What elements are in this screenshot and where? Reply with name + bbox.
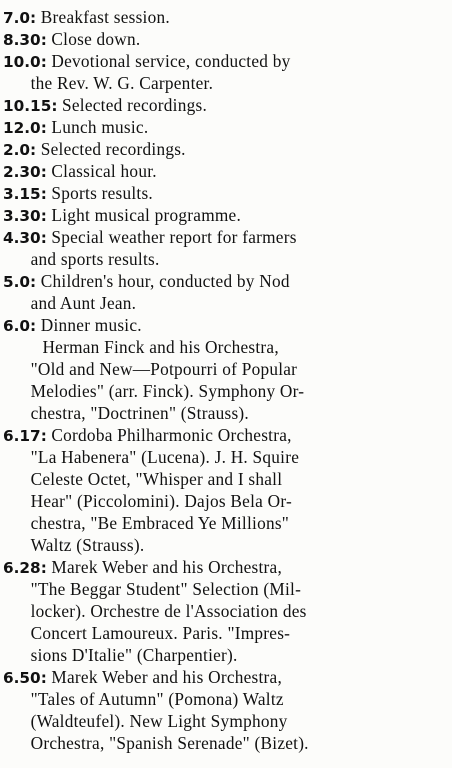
entry-text: chestra, "Doctrinen" (Strauss).: [30, 403, 250, 423]
entry-text: Children's hour, conducted by Nod: [40, 271, 290, 291]
programme-entry: [0, 94, 452, 116]
entry-time: 2.0:: [2, 141, 37, 159]
entry-text: the Rev. W. G. Carpenter.: [30, 73, 214, 93]
entry-time: 6.17:: [2, 427, 47, 445]
entry-text: Devotional service, conducted by: [51, 51, 291, 71]
entry-text: "Old and New—Potpourri of Popular: [30, 359, 298, 379]
entry-time: 5.0:: [2, 273, 37, 291]
entry-text: locker). Orchestre de l'Association des: [30, 601, 307, 621]
entry-text: Hear" (Piccolomini). Dajos Bela Or-: [30, 491, 292, 511]
entry-text: Light musical programme.: [51, 205, 242, 225]
entry-time: 3.15:: [2, 185, 47, 203]
entry-text: Lunch music.: [51, 117, 149, 137]
entry-text: "La Habenera" (Lucena). J. H. Squire: [30, 447, 300, 467]
entry-text: "The Beggar Student" Selection (Mil-: [30, 579, 302, 599]
programme-entry: [0, 270, 452, 314]
entry-time: 12.0:: [2, 119, 47, 137]
entry-text: "Tales of Autumn" (Pomona) Waltz: [30, 689, 284, 709]
programme-entry: [0, 28, 452, 50]
entry-text: Close down.: [51, 29, 141, 49]
programme-entry: [0, 138, 452, 160]
entry-time: 6.28:: [2, 559, 47, 577]
entry-text: Selected recordings.: [62, 95, 208, 115]
entry-text: Selected recordings.: [40, 139, 186, 159]
entry-time: 2.30:: [2, 163, 47, 181]
entry-text: Cordoba Philharmonic Orchestra,: [51, 425, 292, 445]
entry-text: (Waldteufel). New Light Symphony: [30, 711, 288, 731]
entry-text: Celeste Octet, "Whisper and I shall: [30, 469, 283, 489]
programme-entry: [0, 666, 452, 754]
entry-text: and Aunt Jean.: [30, 293, 137, 313]
entry-text: Marek Weber and his Orchestra,: [51, 557, 283, 577]
entry-time: 10.15:: [2, 97, 58, 115]
entry-text: Herman Finck and his Orchestra,: [42, 337, 279, 357]
entry-text: Classical hour.: [51, 161, 157, 181]
entry-text: Dinner music.: [40, 315, 142, 335]
entry-text: Marek Weber and his Orchestra,: [51, 667, 283, 687]
entry-text: chestra, "Be Embraced Ye Millions": [30, 513, 290, 533]
entry-text: Special weather report for farmers: [51, 227, 297, 247]
programme-entry: [0, 116, 452, 138]
entry-text: Orchestra, "Spanish Serenade" (Bizet).: [30, 733, 309, 753]
entry-text: Sports results.: [51, 183, 154, 203]
programme-entry: [0, 6, 452, 28]
entry-time: 6.50:: [2, 669, 47, 687]
entry-time: 3.30:: [2, 207, 47, 225]
entry-text: and sports results.: [30, 249, 160, 269]
programme-entry: [0, 226, 452, 270]
programme-entry: [0, 204, 452, 226]
entry-time: 8.30:: [2, 31, 47, 49]
entry-text: Melodies" (arr. Finck). Symphony Or-: [30, 381, 305, 401]
entry-text: Waltz (Strauss).: [30, 535, 145, 555]
entry-text: sions D'Italie" (Charpentier).: [30, 645, 238, 665]
programme-entry: [0, 160, 452, 182]
entry-time: 4.30:: [2, 229, 47, 247]
programme-entry: [0, 424, 452, 556]
entry-time: 10.0:: [2, 53, 47, 71]
programme-entry: [0, 314, 452, 424]
programme-entry: [0, 556, 452, 666]
programme-entry: [0, 50, 452, 94]
entry-text: Concert Lamoureux. Paris. "Impres-: [30, 623, 291, 643]
entry-text: Breakfast session.: [40, 7, 170, 27]
entry-time: 7.0:: [2, 9, 37, 27]
entry-time: 6.0:: [2, 317, 37, 335]
programme-entry: [0, 182, 452, 204]
